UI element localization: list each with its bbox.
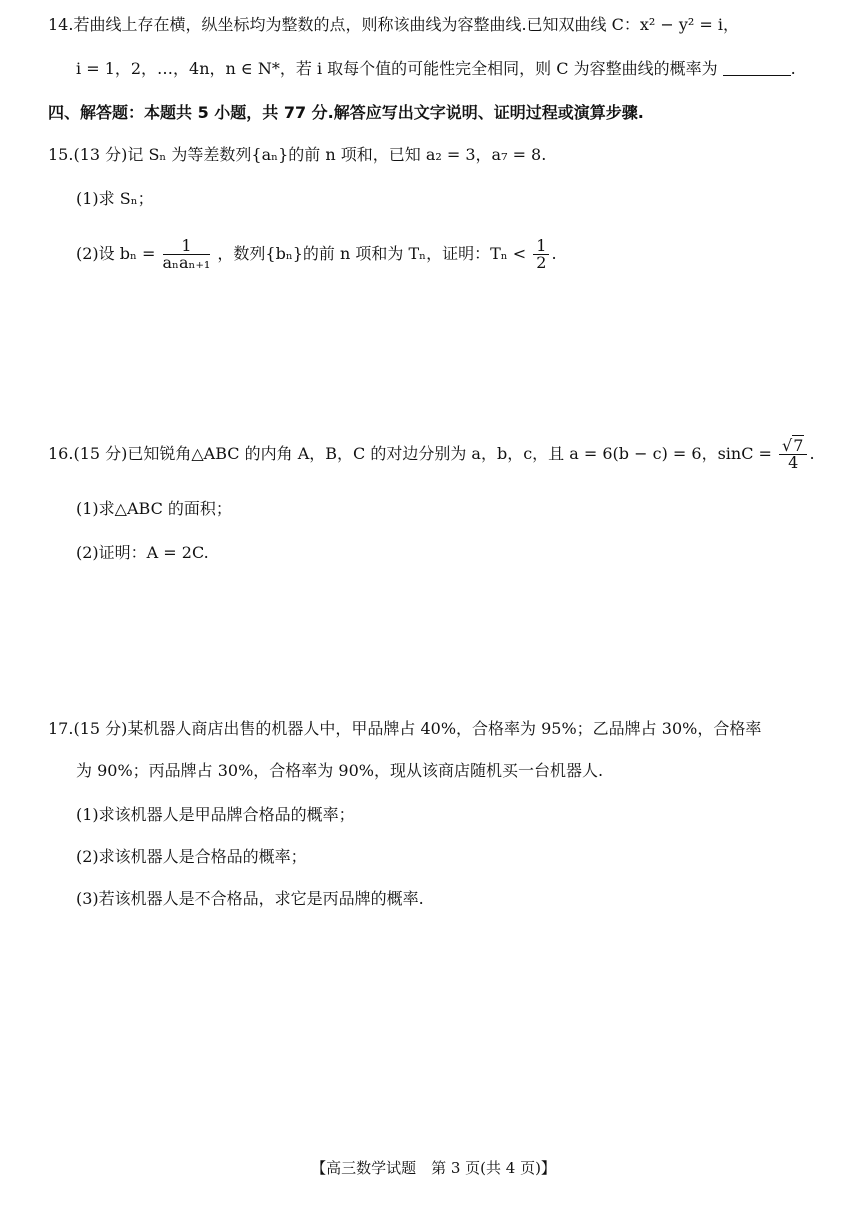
q15-stem: 15.(13 分)记 Sₙ 为等差数列{aₙ}的前 n 项和，已知 a₂ = 3，a₇ = 8. [48,145,547,164]
q15-part1: (1)求 Sₙ； [76,189,154,208]
q16-sin-den: 4 [788,453,799,472]
q17-part2: (2)求该机器人是合格品的概率； [76,847,307,866]
q15-fraction [163,238,211,271]
q14-line2-text: i = 1，2，…，4n，n ∈ N*，若 i 取每个值的可能性完全相同，则 C 为容整曲线的概率为 [76,59,718,78]
q17-part3: (3)若该机器人是不合格品，求它是丙品牌的概率. [76,889,424,908]
q15-half-den: 2 [536,253,547,272]
q15-part2 [76,236,557,272]
q15-half-fraction [533,238,549,271]
q16-stem-text: 16.(15 分)已知锐角△ABC 的内角 A，B，C 的对边分别为 a，b，c，且 a = 6(b − c) = 6，sinC = [48,444,772,463]
q16-part1: (1)求△ABC 的面积； [76,499,232,518]
q17-part1: (1)求该机器人是甲品牌合格品的概率； [76,805,355,824]
page-footer: 【高三数学试题 第 3 页(共 4 页)】 [311,1159,556,1177]
q15-part2-a: (2)设 bₙ = [76,244,156,263]
q14-line1: 14.若曲线上存在横，纵坐标均为整数的点，则称该曲线为容整曲线.已知双曲线 C：x² − y² = i， [48,15,740,34]
q15-fraction-num: 1 [163,238,211,255]
q15-fraction-den: aₙaₙ₊₁ [162,253,211,272]
q16-sin-fraction [779,438,807,471]
q15-part2-b: ，数列{bₙ}的前 n 项和为 Tₙ，证明：Tₙ < [217,244,527,263]
q17-stem-line1: 17.(15 分)某机器人商店出售的机器人中，甲品牌占 40%，合格率为 95%；乙品牌占 30%，合格率 [48,719,762,738]
q16-stem-end: . [809,444,815,463]
q14-line2 [76,58,796,80]
q15-part2-end: . [551,244,557,263]
sqrt-radicand: 7 [793,436,804,455]
q16-stem [48,436,815,472]
q15-half-num: 1 [533,238,549,255]
section-heading: 四、解答题：本题共 5 小题，共 77 分.解答应写出文字说明、证明过程或演算步骤. [48,103,644,122]
sqrt-sign: √ [782,436,793,455]
q14-line2-end: . [790,59,796,78]
q17-stem-line2: 为 90%；丙品牌占 30%，合格率为 90%，现从该商店随机买一台机器人. [76,761,604,780]
answer-blank [723,59,791,76]
q16-part2: (2)证明：A = 2C. [76,543,209,562]
